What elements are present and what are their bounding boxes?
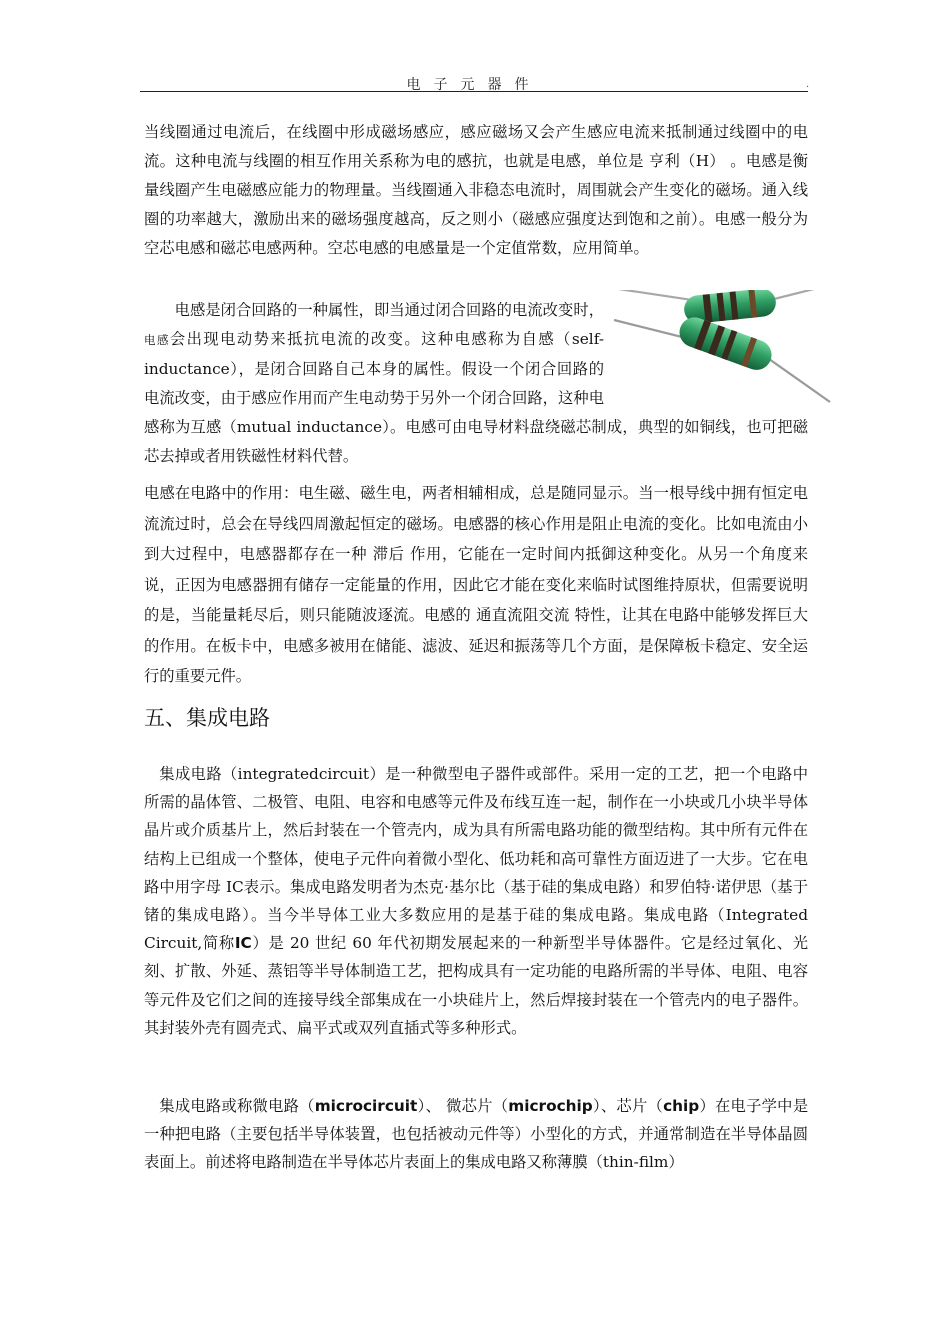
paragraph-inductance-property (144, 296, 808, 471)
header-rule (140, 91, 808, 92)
p5-text-d: ）、芯片（ (592, 1097, 664, 1115)
header-mark: · (806, 82, 810, 93)
p4-text-b: ）是 20 世纪 60 年代初期发展起来的一种新型半导体器件。它是经过氧化、光刻、扩散、外延、蒸铝等半导体制造工艺，把构成具有一定功能的电路所需的半导体、电阻、电容等元件及它们之间的连接导线全部集成在一小块硅片上，然后焊接封装在一个管壳内的电子器件。其封装外壳有圆壳式、扁平式或双列直插式等多种形式。 (144, 934, 808, 1037)
p4-text-a: 集成电路（integratedcircuit）是一种微型电子器件或部件。采用一定的工艺，把一个电路中所需的晶体管、二极管、电阻、电容和电感等元件及布线互连一起，制作在一小块或几小块半导体晶片或介质基片上，然后封装在一个管壳内，成为具有所需电路功能的微型结构。其中所有元件在结构上已组成一个整体，使电子元件向着微小型化、低功耗和高可靠性方面迈进了一大步。它在电路中用字母 IC表示。集成电路发明者为杰克·基尔比（基于硅的集成电路）和罗伯特·诺伊思（基于锗的集成电路）。当今半导体工业大多数应用的是基于硅的集成电路。集成电路（Integrated Circuit,简称 (144, 765, 808, 953)
p2-small-text: 电感 (144, 333, 170, 347)
section-heading-ic: 五、集成电路 (144, 706, 270, 730)
p5-text-c: ）、 微芯片（ (417, 1097, 509, 1115)
page-header: 电子元器件 (406, 77, 542, 93)
paragraph-ic-intro (144, 760, 808, 1042)
p2-text-a: 电感是闭合回路的一种属性，即当通过闭合回路的电流改变时， (174, 301, 604, 319)
inductor-photo-icon (612, 290, 837, 408)
p4-bold-ic: IC (234, 934, 252, 953)
paragraph-inductance-definition: 当线圈通过电流后，在线圈中形成磁场感应，感应磁场又会产生感应电流来抵制通过线圈中的电流。这种电流与线圈的相互作用关系称为电的感抗，也就是电感，单位是 亨利（H） 。电感是衡量线圈产生电磁感应能力的物理量。当线圈通入非稳态电流时，周围就会产生变化的磁场。通入线圈的功率越大，激励出来的磁场强度越高，反之则小（磁感应强度达到饱和之前）。电感一般分为空芯电感和磁芯电感两种。空芯电感的电感量是一个定值常数，应用简单。 (144, 123, 808, 257)
p5-bold-microchip: microchip (508, 1097, 593, 1115)
p5-bold-microcircuit: microcircuit (314, 1097, 418, 1115)
p5-bold-chip: chip (663, 1097, 700, 1115)
paragraph-inductance-function: 电感在电路中的作用：电生磁、磁生电，两者相辅相成，总是随同显示。当一根导线中拥有恒定电流流过时，总会在导线四周激起恒定的磁场。电感器的核心作用是阻止电流的变化。比如电流由小到大过程中，电感器都存在一种 滞后 作用，它能在一定时间内抵御这种变化。从另一个角度来说，正因为电感器拥有储存一定能量的作用，因此它才能在变化来临时试图维持原状，但需要说明的是，当能量耗尽后，则只能随波逐流。电感的 通直流阻交流 特性，让其在电路中能够发挥巨大的作用。在板卡中，电感多被用在储能、滤波、延迟和振荡等几个方面，是保障板卡稳定、安全运行的重要元件。 (144, 484, 808, 685)
p2-text-b: 会出现电动势来抵抗电流的改变。这种电感称为自感（self-inductance），是闭合回路自己本身的属性。假设一个闭合回路的电流改变，由于感应作用而产生电动势于另外一个闭合回路，这种电感称为互感（mutual inductance）。电感可由电导材料盘绕磁芯制成，典型的如铜线，也可把磁芯去掉或者用铁磁性材料代替。 (144, 330, 808, 465)
p5-text-e: ）在电子学中是一种把电路（主要包括半导体装置，也包括被动元件等）小型化的方式，并通常制造在半导体晶圆表面上。前述将电路制造在半导体芯片表面上的集成电路又称薄膜（thin-film） (144, 1097, 808, 1172)
p5-text-a: 集成电路或称微电路（ (159, 1097, 315, 1115)
paragraph-microcircuit (144, 1092, 808, 1177)
